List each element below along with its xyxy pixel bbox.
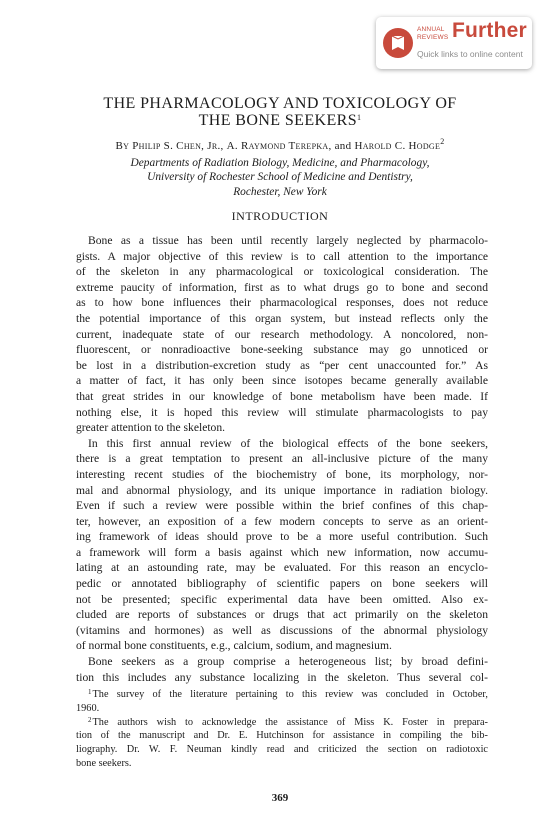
footnote-1-line: 1960. (76, 702, 100, 714)
body-line: cluded are reports of substances or drugs that act primarily on the skeleton (76, 608, 488, 622)
badge-brand-line1: ANNUAL (417, 26, 445, 33)
author-2: A. Raymond Terepka, (226, 140, 332, 152)
footnote-2-text: The authors wish to acknowledge the assistance of Miss K. Foster in prepara- (92, 716, 488, 728)
footnote-1-line (76, 688, 488, 702)
article-title (70, 95, 490, 129)
body-line: of normal bone constituents, e.g., calcium, sodium, and magnesium. (76, 639, 392, 653)
footnote-1-text: The survey of the literature pertaining to this review was concluded in October, (92, 689, 488, 700)
author-3: Harold C. Hodge (354, 140, 441, 152)
body-line: nothing else, it is hoped this review will stimulate pharmacologists to pay (76, 405, 488, 419)
body-line: pedic or annotated bibliography of scientific papers on bone seekers will (76, 577, 488, 591)
body-line: current, inadequate state of our research methodology. A noncolored, non- (76, 327, 488, 341)
footnotes (76, 688, 488, 771)
body-line: not be presented; specific experimental data have been omitted. Also ex- (76, 592, 488, 606)
body-line: a framework will form a basis against which new information, now accumu- (76, 545, 488, 559)
body-line: Bone seekers as a group comprise a heterogeneous list; by broad defini- (88, 655, 488, 669)
body-line: lating at an astounding rate, may be evaluated. For this reason an encyclo- (76, 561, 488, 575)
body-line: a matter of fact, it has only been since isotopes became generally available (76, 374, 488, 388)
annual-reviews-logo-icon (383, 28, 413, 58)
footnote-1-mark: 1 (88, 688, 92, 696)
footnote-2-line (76, 716, 488, 730)
body-line: Even if such a review were possible within the brief confines of this chap- (76, 499, 488, 513)
affiliation-line: Rochester, New York (233, 185, 327, 198)
body-line: ing framework of ideas should prove to be a more useful contribution. Such (76, 530, 488, 544)
body-line: ter, however, an exposition of a few modern concepts to serve as an orient- (76, 514, 488, 528)
footnote-2-line: tion of the manuscript and Dr. E. Hutchinson for assistance in compiling the bib- (76, 730, 488, 742)
body-line: greater attention to the skeleton. (76, 421, 226, 435)
badge-title[interactable]: Further (452, 19, 527, 42)
badge-brand-line2: REVIEWS (417, 33, 449, 41)
title-line-2 (70, 112, 490, 129)
body-line: there is a great temptation to present an all-inclusive picture of the many (76, 452, 488, 466)
title-line-2-text: THE BONE SEEKERS (198, 112, 357, 129)
title-footnote-mark: 1 (357, 113, 362, 122)
body-line: gists. A major objective of this review is to call attention to the importance (76, 249, 488, 263)
page-number: 369 (271, 792, 289, 804)
body-line: be lost in a distribution-excretion study as “per cent unaccounted for.” As (76, 358, 488, 372)
body-line: Bone as a tissue has been until recently largely neglected by pharmacolo- (88, 234, 488, 247)
further-badge[interactable] (376, 17, 532, 69)
footnote-2-line: bone seekers. (76, 757, 132, 769)
body-line: the potential importance of this organ system, but instead reflects only the (76, 311, 488, 325)
body-line: (vitamins and hormones) as well as discussions of the abnormal physiology (76, 623, 488, 637)
affiliation-line: Departments of Radiation Biology, Medicine, and Pharmacology, (130, 157, 430, 169)
badge-brand (417, 26, 451, 41)
body-text (76, 233, 488, 685)
body-line: fluorescent, or nonradioactive bone-seeking substance may go unnoticed or (76, 343, 488, 357)
by-label: By (115, 140, 130, 152)
footnote-2-line: liography. Dr. W. F. Neuman kindly read and criticized the section on radiotoxic (76, 744, 488, 756)
body-line: interesting recent studies of the biochemistry of bone, its morphology, nor- (76, 467, 488, 481)
footnote-2-mark: 2 (88, 715, 92, 724)
body-line: that great strides in our knowledge of bone metabolism have been made. If (76, 389, 488, 403)
affiliation-line: University of Rochester School of Medicine and Dentistry, (147, 171, 413, 184)
affiliation (60, 156, 500, 199)
body-line: as to how bone influences their pharmacological responses, does not reduce (76, 296, 488, 310)
body-line: mal and abnormal physiology, and its unique importance in radiation biology. (76, 483, 488, 497)
author-footnote-mark: 2 (440, 137, 445, 146)
title-line-1: THE PHARMACOLOGY AND TOXICOLOGY OF (103, 95, 457, 112)
section-heading: INTRODUCTION (231, 209, 329, 223)
and-label: and (334, 140, 352, 152)
body-line: tion this includes any substance localizing in the skeleton. Thus several col- (76, 670, 488, 684)
body-line: of the skeleton in any pharmacological or toxicological consideration. The (76, 265, 488, 279)
body-line: extreme paucity of information, first as to what drugs go to bone and second (76, 280, 488, 294)
author-1: Philip S. Chen, Jr., (132, 140, 224, 152)
body-line: In this first annual review of the biological effects of the bone seekers, (88, 436, 488, 450)
author-line (40, 139, 520, 153)
badge-subtitle[interactable]: Quick links to online content (417, 49, 523, 59)
